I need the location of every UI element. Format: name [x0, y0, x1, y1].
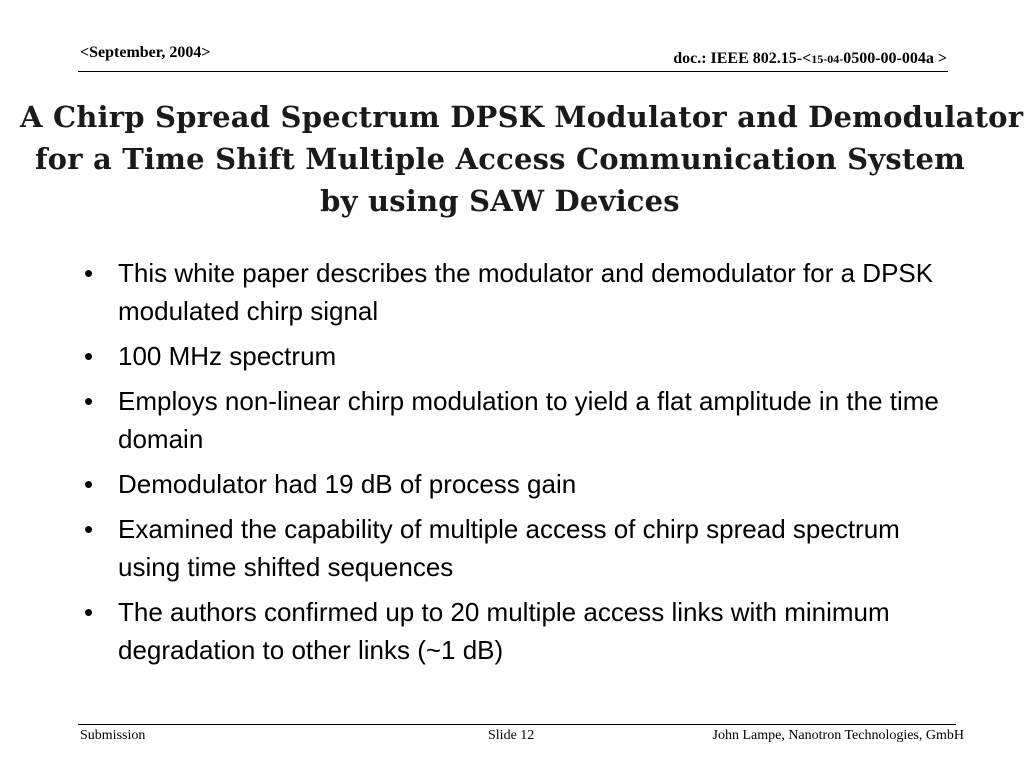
footer-submission: Submission [80, 728, 146, 743]
doc-id-small: 15-04- [811, 52, 844, 66]
footer-rule [78, 724, 956, 725]
slide-title [20, 96, 1024, 222]
bullet-item [80, 254, 960, 330]
bullet-text: Examined the capability of multiple access of chirp spread spectrum using time shifted sequences [118, 514, 900, 582]
title-line-1: A Chirp Spread Spectrum DPSK Modulator and Demodulator [20, 100, 1024, 134]
doc-id-suffix: 0500-00-004a > [843, 50, 947, 67]
bullet-text: The authors confirmed up to 20 multiple access links with minimum degradation to other links (~1 dB) [118, 597, 890, 665]
bullet-dot: • [84, 469, 94, 499]
header-date: <September, 2004> [80, 44, 211, 61]
bullet-text: Employs non-linear chirp modulation to yield a flat amplitude in the time domain [118, 386, 939, 454]
bullet-item [80, 337, 960, 375]
bullet-item [80, 465, 960, 503]
header-doc-id [673, 50, 947, 68]
bullet-item [80, 593, 960, 669]
footer-author: John Lampe, Nanotron Technologies, GmbH [712, 728, 964, 743]
footer-slide-number: Slide 12 [488, 728, 535, 743]
doc-id-prefix: doc.: IEEE 802.15-< [673, 50, 812, 67]
bullet-dot: • [84, 386, 94, 416]
bullet-item [80, 382, 960, 458]
bullet-text: This white paper describes the modulator and demodulator for a DPSK modulated chirp signal [118, 258, 934, 326]
bullet-item [80, 510, 960, 586]
bullet-dot: • [84, 597, 94, 627]
title-line-3: by using SAW Devices [320, 184, 680, 218]
bullet-list [80, 254, 960, 676]
title-line-2: for a Time Shift Multiple Access Communication System [34, 142, 965, 176]
bullet-text: 100 MHz spectrum [118, 341, 337, 371]
bullet-dot: • [84, 258, 94, 288]
header-rule [78, 71, 948, 72]
bullet-dot: • [84, 341, 94, 371]
bullet-text: Demodulator had 19 dB of process gain [118, 469, 577, 499]
bullet-dot: • [84, 514, 94, 544]
